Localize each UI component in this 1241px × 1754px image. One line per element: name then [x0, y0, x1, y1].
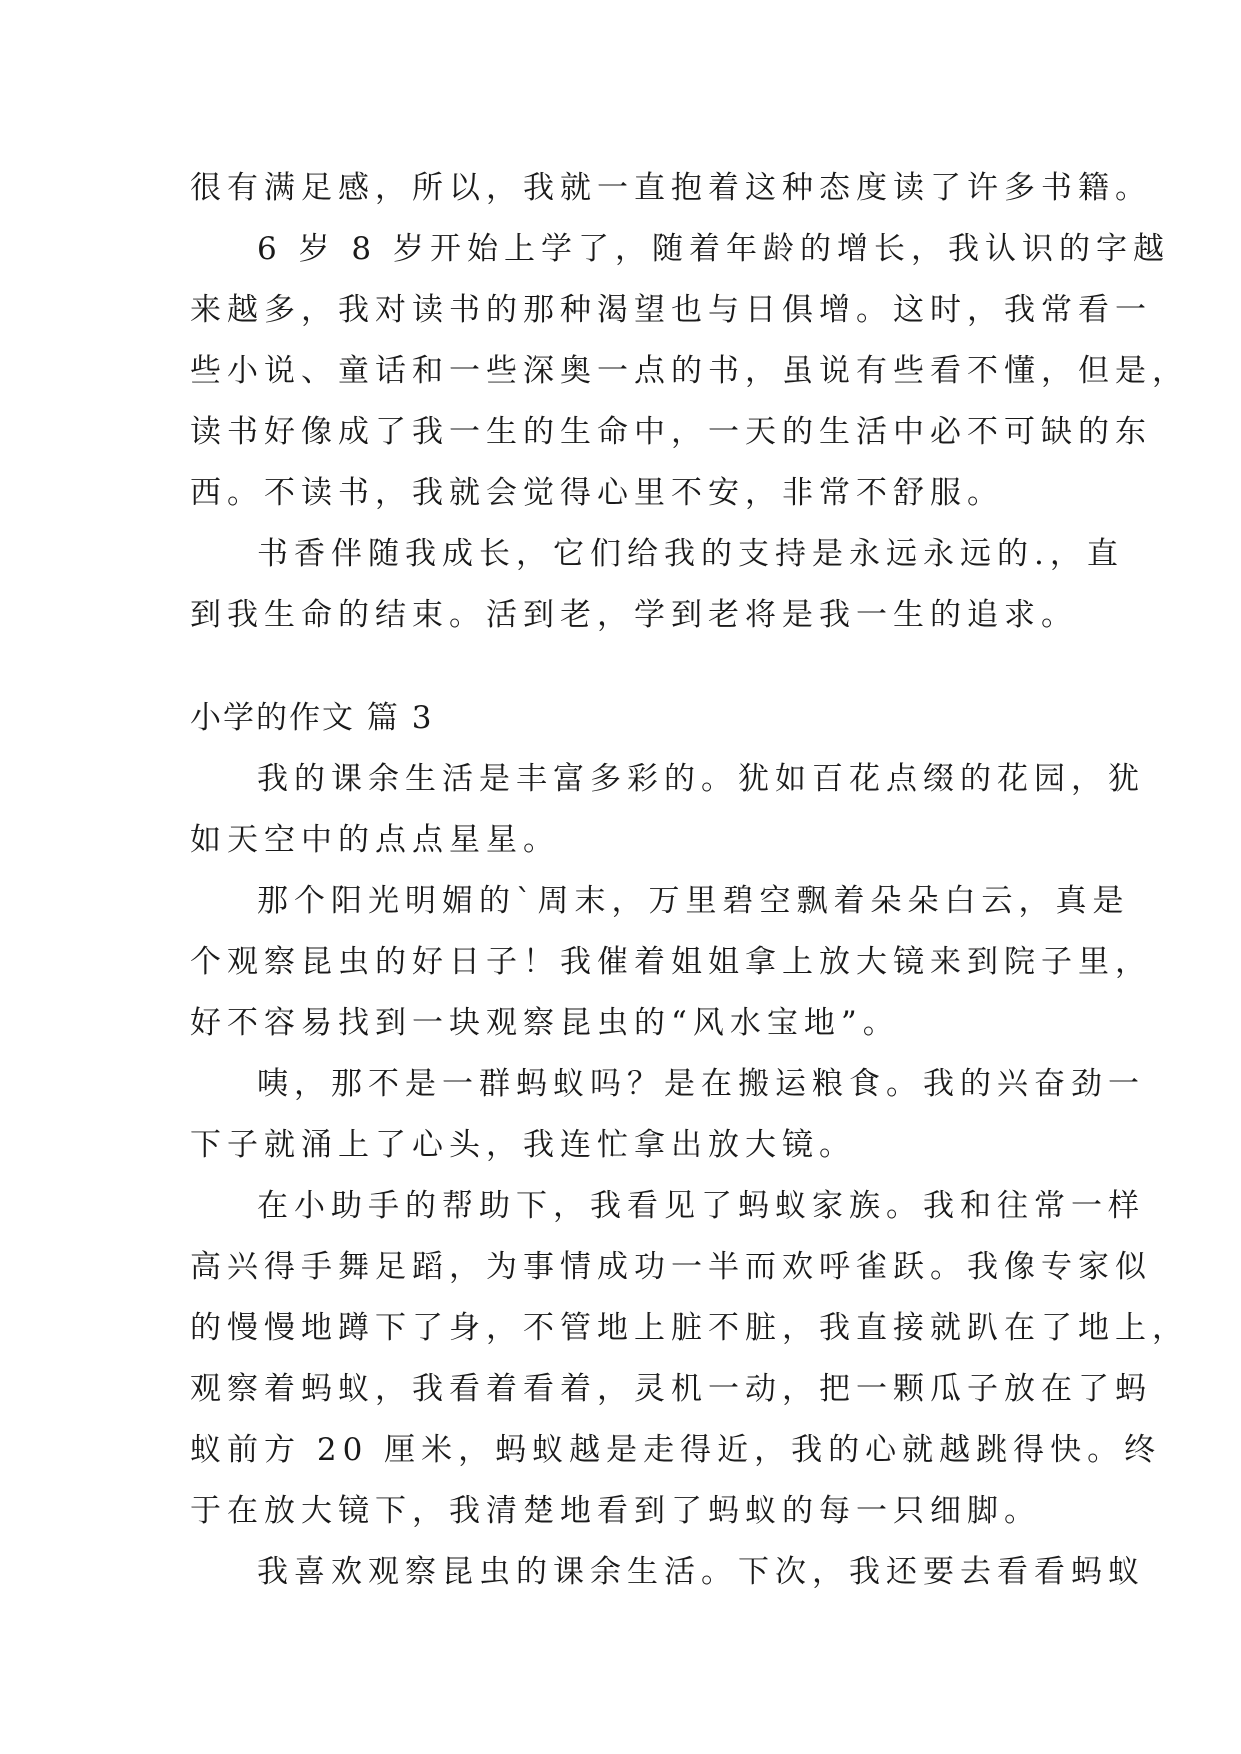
- text-line: 些小说、童话和一些深奥一点的书，虽说有些看不懂，但是，: [190, 353, 1189, 389]
- text-line: 蚁前方 20 厘米，蚂蚁越是走得近，我的心就越跳得快。终: [190, 1432, 1162, 1468]
- paragraph-start: 在小助手的帮助下，我看见了蚂蚁家族。我和往常一样: [257, 1188, 1145, 1224]
- text-line: 如天空中的点点星星。: [190, 822, 560, 858]
- paragraph-start: 那个阳光明媚的`周末，万里碧空飘着朵朵白云，真是: [257, 883, 1130, 919]
- text-line: 下子就涌上了心头，我连忙拿出放大镜。: [190, 1127, 856, 1163]
- text-line: 很有满足感，所以，我就一直抱着这种态度读了许多书籍。: [190, 170, 1152, 206]
- text-line: 西。不读书，我就会觉得心里不安，非常不舒服。: [190, 475, 1004, 511]
- text-line: 好不容易找到一块观察昆虫的“风水宝地”。: [190, 1005, 900, 1041]
- text-line: 的慢慢地蹲下了身，不管地上脏不脏，我直接就趴在了地上，: [190, 1310, 1189, 1346]
- text-line: 于在放大镜下，我清楚地看到了蚂蚁的每一只细脚。: [190, 1493, 1041, 1529]
- paragraph-start: 6 岁 8 岁开始上学了，随着年龄的增长，我认识的字越: [257, 231, 1171, 267]
- text-line: 到我生命的结束。活到老，学到老将是我一生的追求。: [190, 597, 1078, 633]
- paragraph-start: 我的课余生活是丰富多彩的。犹如百花点缀的花园，犹: [257, 761, 1145, 797]
- text-line: 观察着蚂蚁，我看着看着，灵机一动，把一颗瓜子放在了蚂: [190, 1371, 1152, 1407]
- paragraph-start: 咦，那不是一群蚂蚁吗？是在搬运粮食。我的兴奋劲一: [257, 1066, 1145, 1102]
- text-line: 来越多，我对读书的那种渴望也与日俱增。这时，我常看一: [190, 292, 1152, 328]
- text-line: 个观察昆虫的好日子！我催着姐姐拿上放大镜来到院子里，: [190, 944, 1152, 980]
- section-heading: 小学的作文 篇 3: [190, 700, 434, 736]
- text-line: 读书好像成了我一生的生命中，一天的生活中必不可缺的东: [190, 414, 1152, 450]
- paragraph-start: 书香伴随我成长，它们给我的支持是永远永远的.，直: [257, 536, 1124, 572]
- paragraph-start: 我喜欢观察昆虫的课余生活。下次，我还要去看看蚂蚁: [257, 1554, 1145, 1590]
- text-line: 高兴得手舞足蹈，为事情成功一半而欢呼雀跃。我像专家似: [190, 1249, 1152, 1285]
